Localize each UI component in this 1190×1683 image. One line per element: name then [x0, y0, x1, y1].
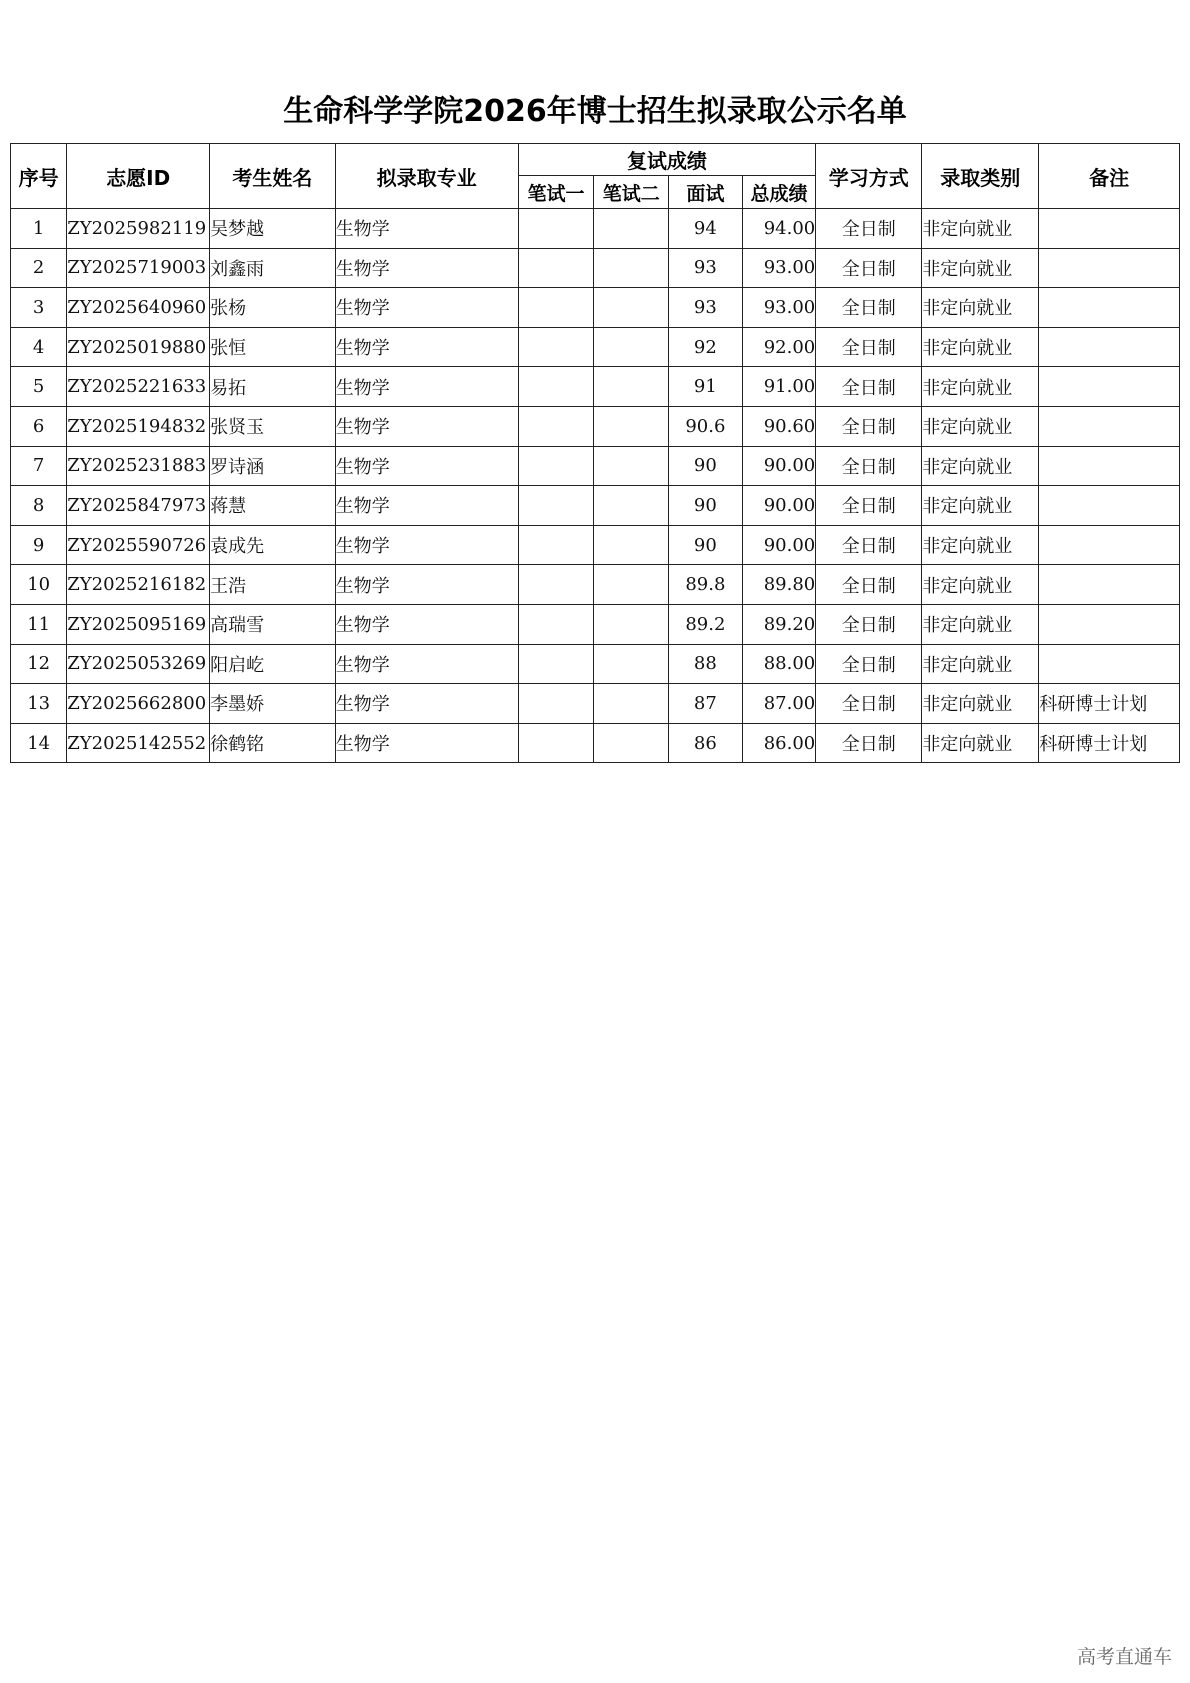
cell-major: 生物学	[335, 486, 518, 526]
cell-admission-type: 非定向就业	[922, 406, 1039, 446]
cell-index: 2	[11, 248, 67, 288]
cell-index: 12	[11, 644, 67, 684]
cell-major: 生物学	[335, 209, 518, 249]
cell-study-mode: 全日制	[816, 446, 922, 486]
cell-written-1	[518, 684, 594, 724]
table-row	[11, 367, 1180, 407]
cell-written-2	[594, 684, 669, 724]
cell-name: 易拓	[210, 367, 336, 407]
cell-written-1	[518, 604, 594, 644]
table-row	[11, 723, 1180, 763]
cell-interview: 94	[669, 209, 743, 249]
cell-admission-type: 非定向就业	[922, 604, 1039, 644]
cell-admission-type: 非定向就业	[922, 248, 1039, 288]
cell-total: 90.00	[742, 525, 816, 565]
header-total: 总成绩	[742, 176, 816, 209]
header-admission-type: 录取类别	[922, 144, 1039, 209]
cell-name: 吴梦越	[210, 209, 336, 249]
cell-written-2	[594, 446, 669, 486]
cell-written-1	[518, 644, 594, 684]
table-row	[11, 446, 1180, 486]
cell-major: 生物学	[335, 446, 518, 486]
cell-remark	[1039, 209, 1180, 249]
cell-remark	[1039, 406, 1180, 446]
cell-remark	[1039, 486, 1180, 526]
cell-name: 李墨娇	[210, 684, 336, 724]
cell-applicant-id: ZY2025662800	[67, 684, 210, 724]
cell-study-mode: 全日制	[816, 684, 922, 724]
table-body	[11, 209, 1180, 763]
table-row	[11, 486, 1180, 526]
cell-interview: 92	[669, 327, 743, 367]
cell-applicant-id: ZY2025982119	[67, 209, 210, 249]
cell-study-mode: 全日制	[816, 604, 922, 644]
cell-written-2	[594, 525, 669, 565]
cell-written-2	[594, 288, 669, 328]
cell-name: 高瑞雪	[210, 604, 336, 644]
cell-applicant-id: ZY2025142552	[67, 723, 210, 763]
cell-written-2	[594, 406, 669, 446]
cell-written-2	[594, 209, 669, 249]
cell-applicant-id: ZY2025221633	[67, 367, 210, 407]
cell-name: 张杨	[210, 288, 336, 328]
cell-remark	[1039, 248, 1180, 288]
header-study-mode: 学习方式	[816, 144, 922, 209]
header-written-1: 笔试一	[518, 176, 594, 209]
table-row	[11, 525, 1180, 565]
cell-applicant-id: ZY2025590726	[67, 525, 210, 565]
header-interview: 面试	[669, 176, 743, 209]
cell-written-2	[594, 248, 669, 288]
header-remark: 备注	[1039, 144, 1180, 209]
cell-interview: 86	[669, 723, 743, 763]
cell-written-1	[518, 565, 594, 605]
cell-index: 3	[11, 288, 67, 328]
cell-written-1	[518, 446, 594, 486]
cell-written-2	[594, 367, 669, 407]
table-row	[11, 248, 1180, 288]
table-row	[11, 288, 1180, 328]
cell-admission-type: 非定向就业	[922, 486, 1039, 526]
cell-interview: 88	[669, 644, 743, 684]
cell-name: 罗诗涵	[210, 446, 336, 486]
cell-written-1	[518, 248, 594, 288]
cell-index: 4	[11, 327, 67, 367]
cell-interview: 90	[669, 486, 743, 526]
cell-admission-type: 非定向就业	[922, 288, 1039, 328]
cell-name: 袁成先	[210, 525, 336, 565]
cell-admission-type: 非定向就业	[922, 327, 1039, 367]
cell-remark: 科研博士计划	[1039, 684, 1180, 724]
cell-index: 14	[11, 723, 67, 763]
cell-written-2	[594, 327, 669, 367]
cell-interview: 89.8	[669, 565, 743, 605]
cell-index: 11	[11, 604, 67, 644]
cell-study-mode: 全日制	[816, 209, 922, 249]
header-retest-group: 复试成绩	[518, 144, 816, 176]
cell-major: 生物学	[335, 406, 518, 446]
cell-name: 蒋慧	[210, 486, 336, 526]
cell-major: 生物学	[335, 565, 518, 605]
table-row	[11, 604, 1180, 644]
cell-major: 生物学	[335, 327, 518, 367]
cell-applicant-id: ZY2025095169	[67, 604, 210, 644]
cell-total: 93.00	[742, 288, 816, 328]
cell-study-mode: 全日制	[816, 367, 922, 407]
cell-study-mode: 全日制	[816, 525, 922, 565]
cell-written-2	[594, 604, 669, 644]
cell-admission-type: 非定向就业	[922, 367, 1039, 407]
cell-remark	[1039, 327, 1180, 367]
cell-admission-type: 非定向就业	[922, 209, 1039, 249]
header-name: 考生姓名	[210, 144, 336, 209]
cell-interview: 87	[669, 684, 743, 724]
cell-total: 90.60	[742, 406, 816, 446]
cell-major: 生物学	[335, 723, 518, 763]
cell-written-1	[518, 486, 594, 526]
cell-written-1	[518, 723, 594, 763]
cell-total: 89.20	[742, 604, 816, 644]
cell-written-2	[594, 486, 669, 526]
cell-index: 7	[11, 446, 67, 486]
cell-admission-type: 非定向就业	[922, 525, 1039, 565]
cell-interview: 90	[669, 446, 743, 486]
cell-name: 王浩	[210, 565, 336, 605]
cell-interview: 91	[669, 367, 743, 407]
cell-index: 8	[11, 486, 67, 526]
document-title: 生命科学学院2026年博士招生拟录取公示名单	[283, 94, 907, 129]
cell-study-mode: 全日制	[816, 723, 922, 763]
cell-applicant-id: ZY2025231883	[67, 446, 210, 486]
cell-remark	[1039, 367, 1180, 407]
cell-interview: 90	[669, 525, 743, 565]
cell-applicant-id: ZY2025719003	[67, 248, 210, 288]
cell-study-mode: 全日制	[816, 327, 922, 367]
cell-total: 93.00	[742, 248, 816, 288]
cell-major: 生物学	[335, 525, 518, 565]
cell-written-2	[594, 644, 669, 684]
cell-total: 92.00	[742, 327, 816, 367]
table-row	[11, 209, 1180, 249]
watermark: 高考直通车	[1076, 1646, 1172, 1668]
cell-index: 6	[11, 406, 67, 446]
admission-table	[10, 143, 1180, 763]
cell-applicant-id: ZY2025640960	[67, 288, 210, 328]
cell-study-mode: 全日制	[816, 644, 922, 684]
cell-applicant-id: ZY2025847973	[67, 486, 210, 526]
table-header	[11, 144, 1180, 209]
cell-applicant-id: ZY2025053269	[67, 644, 210, 684]
cell-admission-type: 非定向就业	[922, 446, 1039, 486]
table-row	[11, 406, 1180, 446]
cell-interview: 93	[669, 288, 743, 328]
cell-admission-type: 非定向就业	[922, 684, 1039, 724]
cell-remark	[1039, 288, 1180, 328]
header-written-2: 笔试二	[594, 176, 669, 209]
table-row	[11, 327, 1180, 367]
cell-written-1	[518, 288, 594, 328]
cell-total: 94.00	[742, 209, 816, 249]
header-index: 序号	[11, 144, 67, 209]
cell-written-1	[518, 327, 594, 367]
cell-study-mode: 全日制	[816, 565, 922, 605]
cell-major: 生物学	[335, 288, 518, 328]
cell-major: 生物学	[335, 367, 518, 407]
cell-study-mode: 全日制	[816, 406, 922, 446]
cell-remark	[1039, 525, 1180, 565]
cell-total: 89.80	[742, 565, 816, 605]
cell-remark	[1039, 604, 1180, 644]
cell-index: 1	[11, 209, 67, 249]
cell-interview: 90.6	[669, 406, 743, 446]
cell-name: 张恒	[210, 327, 336, 367]
table-row	[11, 684, 1180, 724]
cell-index: 10	[11, 565, 67, 605]
cell-name: 徐鹤铭	[210, 723, 336, 763]
cell-written-1	[518, 406, 594, 446]
cell-name: 阳启屹	[210, 644, 336, 684]
cell-total: 88.00	[742, 644, 816, 684]
cell-name: 张贤玉	[210, 406, 336, 446]
header-major: 拟录取专业	[335, 144, 518, 209]
cell-major: 生物学	[335, 604, 518, 644]
cell-total: 90.00	[742, 446, 816, 486]
cell-admission-type: 非定向就业	[922, 723, 1039, 763]
cell-written-1	[518, 525, 594, 565]
cell-written-1	[518, 209, 594, 249]
cell-name: 刘鑫雨	[210, 248, 336, 288]
cell-admission-type: 非定向就业	[922, 644, 1039, 684]
cell-index: 5	[11, 367, 67, 407]
cell-written-2	[594, 723, 669, 763]
cell-total: 91.00	[742, 367, 816, 407]
cell-study-mode: 全日制	[816, 486, 922, 526]
cell-written-2	[594, 565, 669, 605]
cell-remark	[1039, 644, 1180, 684]
cell-total: 87.00	[742, 684, 816, 724]
cell-applicant-id: ZY2025019880	[67, 327, 210, 367]
table-row	[11, 644, 1180, 684]
cell-total: 90.00	[742, 486, 816, 526]
cell-applicant-id: ZY2025216182	[67, 565, 210, 605]
cell-major: 生物学	[335, 644, 518, 684]
cell-study-mode: 全日制	[816, 248, 922, 288]
cell-index: 13	[11, 684, 67, 724]
cell-admission-type: 非定向就业	[922, 565, 1039, 605]
table-row	[11, 565, 1180, 605]
cell-interview: 89.2	[669, 604, 743, 644]
cell-major: 生物学	[335, 684, 518, 724]
cell-remark: 科研博士计划	[1039, 723, 1180, 763]
cell-written-1	[518, 367, 594, 407]
cell-interview: 93	[669, 248, 743, 288]
cell-total: 86.00	[742, 723, 816, 763]
cell-index: 9	[11, 525, 67, 565]
cell-remark	[1039, 565, 1180, 605]
cell-major: 生物学	[335, 248, 518, 288]
cell-applicant-id: ZY2025194832	[67, 406, 210, 446]
cell-study-mode: 全日制	[816, 288, 922, 328]
cell-remark	[1039, 446, 1180, 486]
header-applicant-id: 志愿ID	[67, 144, 210, 209]
